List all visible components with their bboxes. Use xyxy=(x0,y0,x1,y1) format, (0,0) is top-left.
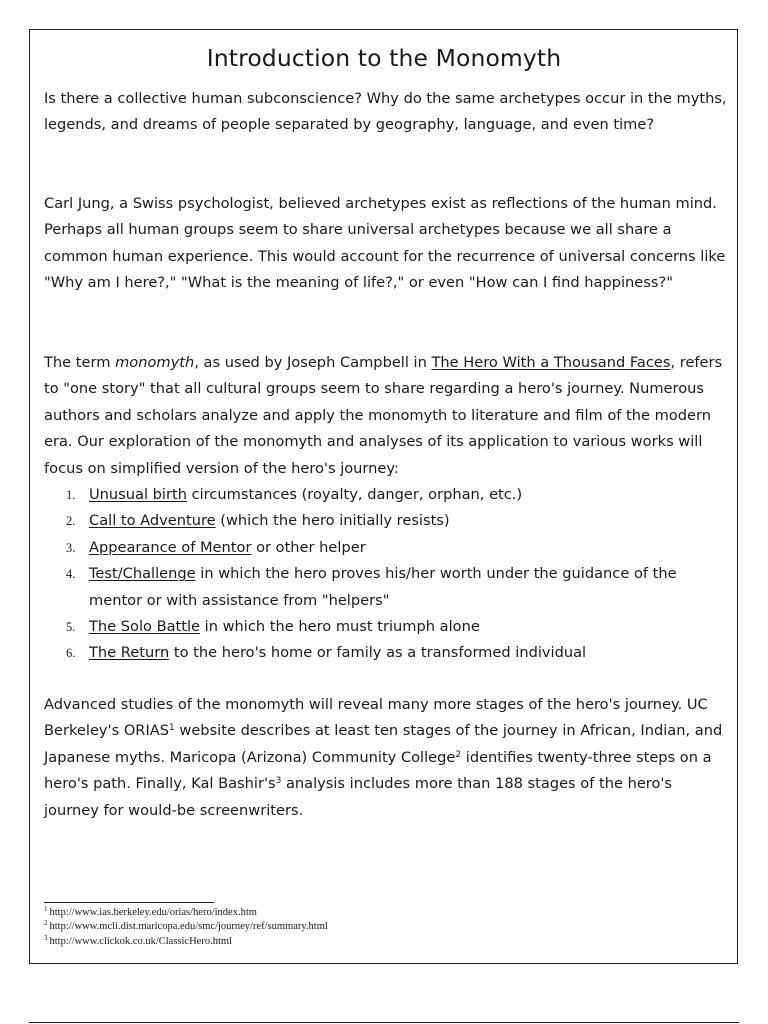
monomyth-paragraph xyxy=(44,350,730,482)
text-run: analysis includes more than 188 stages of the hero's journey for would-be screenwriters. xyxy=(44,775,673,819)
footnote xyxy=(44,906,328,920)
list-number: 2. xyxy=(66,514,76,529)
stage-name: Call to Adventure xyxy=(89,512,216,530)
page-title: Introduction to the Monomyth xyxy=(206,44,562,72)
footnote-separator xyxy=(44,902,214,903)
stage-detail: (which the hero initially resists) xyxy=(215,512,450,530)
list-item xyxy=(44,482,734,508)
footnote xyxy=(44,935,328,949)
text-run: Advanced studies of the monomyth will reveal many more stages of the hero's journey. UC Berkeley's ORIAS xyxy=(44,696,708,740)
stage-detail: to the hero's home or family as a transformed individual xyxy=(169,644,587,662)
next-page-edge xyxy=(29,1022,739,1023)
list-number: 6. xyxy=(66,646,76,661)
text-run: , refers to "one story" that all cultural groups seem to share regarding a hero's journey. Numerous authors and scholars analyze and apply the monomyth to literature and film of the modern era. Our exploration of the monomyth and analyses of its application to various works will focus on simplified version of the hero's journey: xyxy=(44,354,723,477)
footnote-ref: 2 xyxy=(455,749,462,760)
stage-name: The Return xyxy=(89,644,170,662)
text-run: The term xyxy=(44,354,116,371)
list-number: 4. xyxy=(66,567,76,582)
text-run: , as used by Joseph Campbell in xyxy=(194,354,432,371)
stage-detail: in which the hero must triumph alone xyxy=(200,618,480,636)
list-number: 3. xyxy=(66,540,76,555)
hero-journey-stages xyxy=(44,482,734,667)
list-item xyxy=(44,640,734,666)
text-run: website describes at least ten stages of the journey in African, Indian, and Japanese myths. Maricopa (Arizona) Community College xyxy=(44,722,723,766)
footnote-number: 1 xyxy=(44,905,48,913)
stage-name: Test/Challenge xyxy=(89,565,196,583)
stage-name: The Solo Battle xyxy=(89,618,201,636)
stage-detail: circumstances (royalty, danger, orphan, etc.) xyxy=(186,486,523,503)
jung-paragraph: Carl Jung, a Swiss psychologist, believed archetypes exist as reflections of the human mind. Perhaps all human groups seem to share universal archetypes because we all share a common human experience. This would account for the recurrence of universal concerns like "Why am I here?," "What is the meaning of life?," or even "How can I find happiness?" xyxy=(44,195,726,292)
footnote-number: 3 xyxy=(44,933,48,942)
stage-name: Appearance of Mentor xyxy=(89,538,252,556)
footnote-ref: 3 xyxy=(275,776,282,787)
text-run: identifies twenty-three steps on a hero's path. Finally, Kal Bashir's xyxy=(44,748,712,793)
book-title: The Hero With a Thousand Faces xyxy=(431,354,671,371)
footnotes xyxy=(44,906,328,949)
monomyth-term: monomyth xyxy=(115,354,195,371)
list-item xyxy=(44,508,734,534)
footnote-ref: 1 xyxy=(169,723,175,734)
list-item xyxy=(44,535,734,561)
stage-detail: or other helper xyxy=(251,538,366,556)
footnote-url: http://www.ias.berkeley.edu/orias/hero/index.htm xyxy=(49,907,257,918)
list-item xyxy=(44,614,734,640)
advanced-studies-paragraph xyxy=(44,692,730,824)
list-number: 5. xyxy=(66,620,76,635)
footnote-number: 2 xyxy=(44,919,48,928)
stage-name: Unusual birth xyxy=(89,486,187,503)
list-item xyxy=(44,561,734,614)
footnote-url: http://www.mcli.dist.maricopa.edu/smc/journey/ref/summary.html xyxy=(49,921,328,933)
footnote xyxy=(44,920,328,934)
footnote-url: http://www.clickok.co.uk/ClassicHero.html xyxy=(49,935,232,947)
stage-detail: in which the hero proves his/her worth under the guidance of the mentor or with assistance from "helpers" xyxy=(89,565,677,609)
list-number: 1. xyxy=(66,488,76,502)
intro-paragraph: Is there a collective human subconscience? Why do the same archetypes occur in the myths, legends, and dreams of people separated by geography, language, and even time? xyxy=(44,90,727,134)
